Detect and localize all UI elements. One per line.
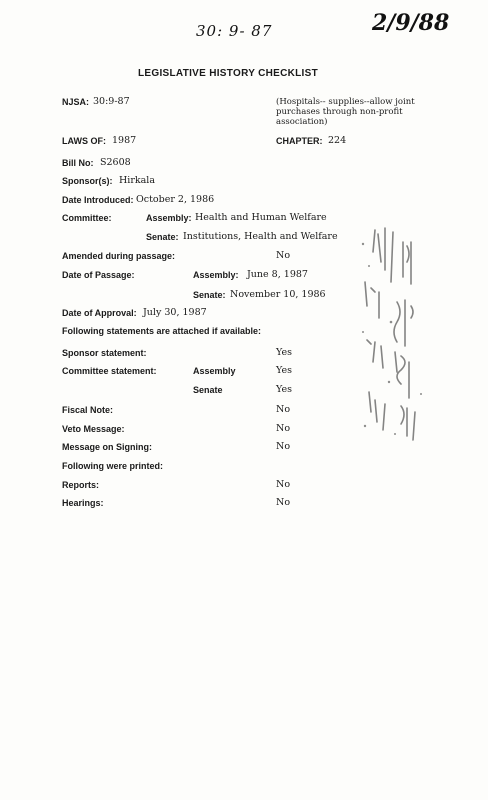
laws-of-value: 1987 (112, 135, 137, 146)
sponsor-statement-value: Yes (276, 347, 292, 358)
bill-label: Bill No: (62, 158, 94, 168)
committee-label: Committee: (62, 213, 112, 223)
committee-assembly-value: Health and Human Welfare (195, 212, 327, 223)
passage-assembly-label: Assembly: (193, 270, 239, 280)
approval-value: July 30, 1987 (143, 307, 207, 318)
reports-label: Reports: (62, 480, 100, 490)
committee-statement-label: Committee statement: (62, 366, 157, 376)
sponsor-statement-label: Sponsor statement: (62, 348, 147, 358)
hearings-value: No (276, 497, 291, 508)
date-introduced-value: October 2, 1986 (136, 194, 215, 205)
reports-value: No (276, 479, 291, 490)
committee-senate-value: Institutions, Health and Welfare (183, 231, 338, 242)
committee-statement-assembly-label: Assembly (193, 366, 236, 376)
subject-line-3: association) (276, 117, 328, 127)
passage-senate-label: Senate: (193, 290, 226, 300)
sponsor-label: Sponsor(s): (62, 176, 113, 186)
subject-line-2: purchases through non-profit (276, 107, 403, 117)
chapter-value: 224 (328, 135, 347, 146)
hearings-label: Hearings: (62, 498, 104, 508)
printed-heading: Following were printed: (62, 461, 163, 471)
laws-of-label: LAWS OF: (62, 136, 106, 146)
passage-label: Date of Passage: (62, 270, 135, 280)
committee-senate-label: Senate: (146, 232, 179, 242)
veto-message-value: No (276, 423, 291, 434)
passage-senate-value: November 10, 1986 (230, 289, 326, 300)
bill-value: S2608 (100, 157, 131, 168)
signing-message-value: No (276, 441, 291, 452)
committee-statement-senate-value: Yes (276, 384, 292, 395)
library-stamp-mark (345, 222, 435, 447)
njsa-label: NJSA: (62, 97, 90, 107)
veto-message-label: Veto Message: (62, 424, 125, 434)
handwritten-law-number: 30: 9- 87 (196, 22, 273, 40)
document-title: LEGISLATIVE HISTORY CHECKLIST (138, 68, 319, 79)
amended-value: No (276, 250, 291, 261)
committee-statement-assembly-value: Yes (276, 365, 292, 376)
date-introduced-label: Date Introduced: (62, 195, 134, 205)
committee-statement-senate-label: Senate (193, 385, 223, 395)
chapter-label: CHAPTER: (276, 136, 323, 146)
passage-assembly-value: June 8, 1987 (247, 269, 308, 280)
sponsor-value: Hirkala (119, 175, 155, 186)
amended-label: Amended during passage: (62, 251, 176, 261)
fiscal-note-label: Fiscal Note: (62, 405, 114, 415)
approval-label: Date of Approval: (62, 308, 137, 318)
attached-heading: Following statements are attached if available: (62, 326, 262, 336)
njsa-value: 30:9-87 (93, 96, 130, 107)
fiscal-note-value: No (276, 404, 291, 415)
signing-message-label: Message on Signing: (62, 442, 153, 452)
handwritten-date: 2/9/88 (372, 10, 450, 36)
subject-line-1: (Hospitals-- supplies--allow joint (276, 97, 415, 107)
committee-assembly-label: Assembly: (146, 213, 192, 223)
